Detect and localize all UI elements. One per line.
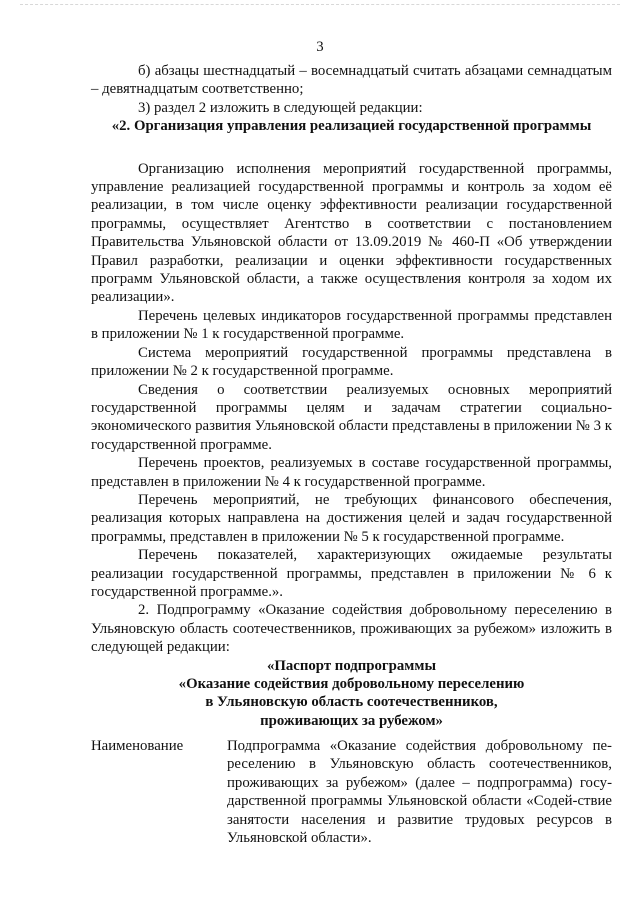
section-2-paragraph: Организацию исполнения мероприятий государственной программы, управление реализацией государственной программы и контроль за ходом её реализации, в том числе оценку эффективности реализации государственной программы, осуществляет Агентство в соответствии с постановлением Правительства Ульяновской области от 13.09.2019 № 460-П «Об утверждении Правил разработки, реализации и оценки эффективности государственных программ Ульяновской области, а также осуществления контроля за ходом их реализации».: [91, 160, 612, 306]
passport-row-name: Наименование: [91, 738, 184, 754]
passport-row-value: Подпрограмма «Оказание содействия добровольному пе-реселению в Ульяновскую область соотечественников, проживающих за рубежом» (далее – подпрограмма) госу-дарственной программы Ульяновской области «Содей-ствие занятости населения и развитие трудовых ресурсов в Ульяновской области».: [227, 738, 612, 847]
section-2-paragraph: Перечень мероприятий, не требующих финансового обеспечения, реализация которых направлена на достижения целей и задач государственной программы, представлен в приложении № 5 к государственной программе.: [91, 491, 612, 545]
section-2-paragraph: Система мероприятий государственной программы представлена в приложении № 2 к государственной программе.: [91, 344, 612, 380]
intro-line-3: 3) раздел 2 изложить в следующей редакции:: [138, 99, 423, 116]
passport-title-line: проживающих за рубежом»: [260, 712, 443, 729]
section-2-paragraph: Перечень показателей, характеризующих ожидаемые результаты реализации государственной программы, представлен в приложении № 6 к государственной программе.».: [91, 547, 612, 600]
passport-table-row: [91, 737, 612, 847]
item-2-paragraph: 2. Подпрограмму «Оказание содействия добровольному переселению в Ульяновскую область соотечественников, проживающих за рубежом» изложить в следующей редакции:: [91, 602, 612, 656]
intro-line-b: б) абзацы шестнадцатый – восемнадцатый считать абзацами семнадцатым – девятнадцатым соответственно;: [91, 63, 612, 98]
passport-title-line: в Ульяновскую область соотечественников,: [205, 694, 498, 711]
passport-title-line: «Паспорт подпрограммы: [267, 657, 436, 674]
section-2-heading: «2. Организация управления реализацией государственной программы: [111, 118, 592, 135]
scan-edge-artifact: [20, 4, 620, 6]
section-2-paragraph: Сведения о соответствии реализуемых основных мероприятий государственной программы целям и задачам стратегии социально-экономического развития Ульяновской области представлены в приложении № 3 к государственной программе.: [91, 381, 612, 453]
page-number: 3: [316, 39, 324, 55]
passport-title-line: «Оказание содействия добровольному переселению: [178, 676, 525, 692]
section-2-paragraph: Перечень проектов, реализуемых в составе государственной программы, представлен в приложении № 4 к государственной программе.: [91, 455, 612, 490]
document-body: [91, 62, 612, 730]
section-2-paragraph: Перечень целевых индикаторов государственной программы представлен в приложении № 1 к государственной программе.: [91, 307, 612, 343]
